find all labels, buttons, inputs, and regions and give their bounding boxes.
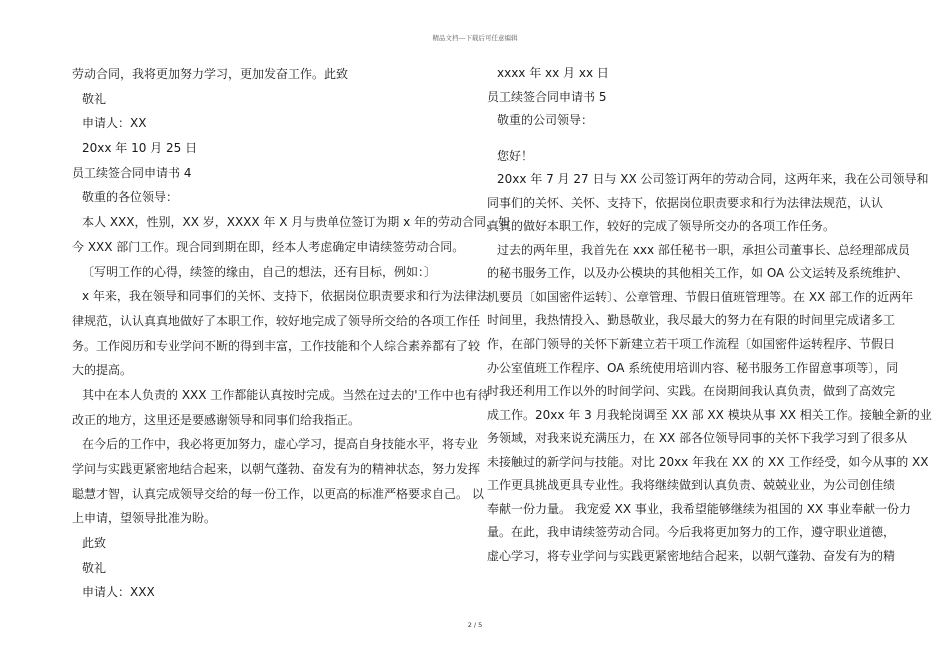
text-line: 聪慧才智，认真完成领导交给的每一份工作，以更高的标准严格要求自己。 以 bbox=[72, 486, 484, 501]
text-line: 作，在部门领导的关怀下新建立若干项工作流程〔如国密件运转程序、节假日 bbox=[487, 337, 896, 352]
right-column bbox=[487, 62, 932, 568]
text-line: 本人 XXX，性别，XX 岁，XXXX 年 X 月与贵单位签订为期 x 年的劳动合同，如 bbox=[82, 215, 511, 230]
text-line: 员工续签合同申请书 4 bbox=[72, 165, 192, 180]
text-line: 时间里，我热情投入、勤恳敬业，我尽最大的努力在有限的时间里完成诸多工 bbox=[487, 313, 896, 328]
text-line: 虚心学习，将专业学问与实践更紧密地结合起来，以朝气蓬勃、奋发有为的精 bbox=[487, 548, 896, 563]
text-line: 敬礼 bbox=[82, 91, 107, 106]
text-line: 时我还利用工作以外的时间学问、实践。在岗期间我认真负责，做到了高效完 bbox=[487, 384, 896, 399]
text-line: 过去的两年里，我首先在 xxx 部任秘书一职，承担公司董事长、总经理部成员 bbox=[497, 242, 910, 257]
text-line: 办公室值班工作程序、OA 系统使用培训内容、秘书服务工作留意事项等〕，同 bbox=[487, 360, 899, 375]
text-line: 劳动合同，我将更加努力学习，更加发奋工作。此致 bbox=[72, 67, 349, 81]
text-line: 同事们的关怀、关怀、支持下，依据岗位职责要求和行为法律法规范，认认 bbox=[487, 195, 884, 210]
text-line: 的秘书服务工作，以及办公模块的其他相关工作，如 OA 公文运转及系统维护、 bbox=[487, 266, 909, 281]
text-line: x 年来，我在领导和同事们的关怀、支持下，依据岗位职责要求和行为法律法 bbox=[82, 289, 489, 304]
text-line: 量。在此，我申请续签劳动合同。今后我将更加努力的工作，遵守职业道德， bbox=[487, 525, 896, 540]
text-line: 真真的做好本职工作，较好的完成了领导所交办的各项工作任务。 bbox=[487, 219, 836, 234]
text-line: 今 XXX 部门工作。现合同到期在即，经本人考虑确定申请续签劳动合同。 bbox=[72, 239, 465, 254]
text-line: 大的提高。 bbox=[72, 363, 133, 378]
text-line: 学问与实践更紧密地结合起来，以朝气蓬勃、奋发有为的精神状态，努力发挥 bbox=[72, 462, 481, 476]
text-line: 成工作。20xx 年 3 月我轮岗调至 XX 部 XX 模块从事 XX 相关工作。接触全新的业 bbox=[487, 407, 932, 422]
text-line: 未接触过的新学问与技能。对比 20xx 年我在 XX 的 XX 工作经受，如今从事的 XX bbox=[487, 454, 929, 469]
text-line: 律规范，认认真真地做好了本职工作，较好地完成了领导所交给的各项工作任 bbox=[72, 313, 481, 328]
text-line: 20xx 年 7 月 27 日与 XX 公司签订两年的劳动合同，这两年来，我在公司领导和 bbox=[497, 172, 929, 187]
text-line: xxxx 年 xx 月 xx 日 bbox=[497, 66, 609, 80]
text-line: 申请人：XXX bbox=[82, 585, 155, 600]
text-line: 员工续签合同申请书 5 bbox=[487, 89, 607, 104]
text-line: 奉献一份力量。 我宠爱 XX 事业，我希望能够继续为祖国的 XX 事业奉献一份力 bbox=[487, 501, 911, 516]
text-line: 在今后的工作中，我必将更加努力，虚心学习，提高自身技能水平，将专业 bbox=[82, 437, 479, 452]
text-line bbox=[487, 133, 880, 145]
text-line: 申请人：XX bbox=[82, 116, 147, 131]
text-line: 20xx 年 10 月 25 日 bbox=[82, 141, 198, 156]
text-line: 其中在本人负责的 XXX 工作都能认真按时完成。当然在过去的'工作中也有待 bbox=[82, 387, 490, 402]
left-column bbox=[72, 62, 511, 605]
text-line: 您好！ bbox=[497, 148, 534, 163]
text-line: 此致 bbox=[82, 536, 107, 551]
text-line: 机要员〔如国密件运转〕、公章管理、节假日值班管理等。在 XX 部工作的近两年 bbox=[487, 289, 914, 304]
page-number: 2 / 5 bbox=[467, 621, 483, 629]
text-line: 敬重的公司领导： bbox=[497, 113, 594, 128]
page-header: 精品文档---下载后可任意编辑 bbox=[432, 34, 518, 42]
text-line: 敬礼 bbox=[82, 560, 107, 575]
text-line: 敬重的各位领导： bbox=[82, 190, 179, 205]
text-line: 工作更具挑战更具专业性。我将继续做到认真负责、兢兢业业，为公司创佳绩 bbox=[487, 478, 896, 493]
text-line: 〔写明工作的心得，续签的缘由，自己的想法，还有目标，例如：〕 bbox=[82, 264, 437, 279]
text-line: 务。工作阅历和专业学问不断的得到丰富，工作技能和个人综合素养都有了较 bbox=[72, 338, 481, 353]
text-line: 改正的地方，这里还是要感谢领导和同事们给我指正。 bbox=[72, 412, 361, 427]
text-line: 上申请，望领导批准为盼。 bbox=[72, 511, 217, 526]
text-line: 务领域，对我来说充满压力，在 XX 部各位领导同事的关怀下我学习到了很多从 bbox=[487, 431, 908, 446]
